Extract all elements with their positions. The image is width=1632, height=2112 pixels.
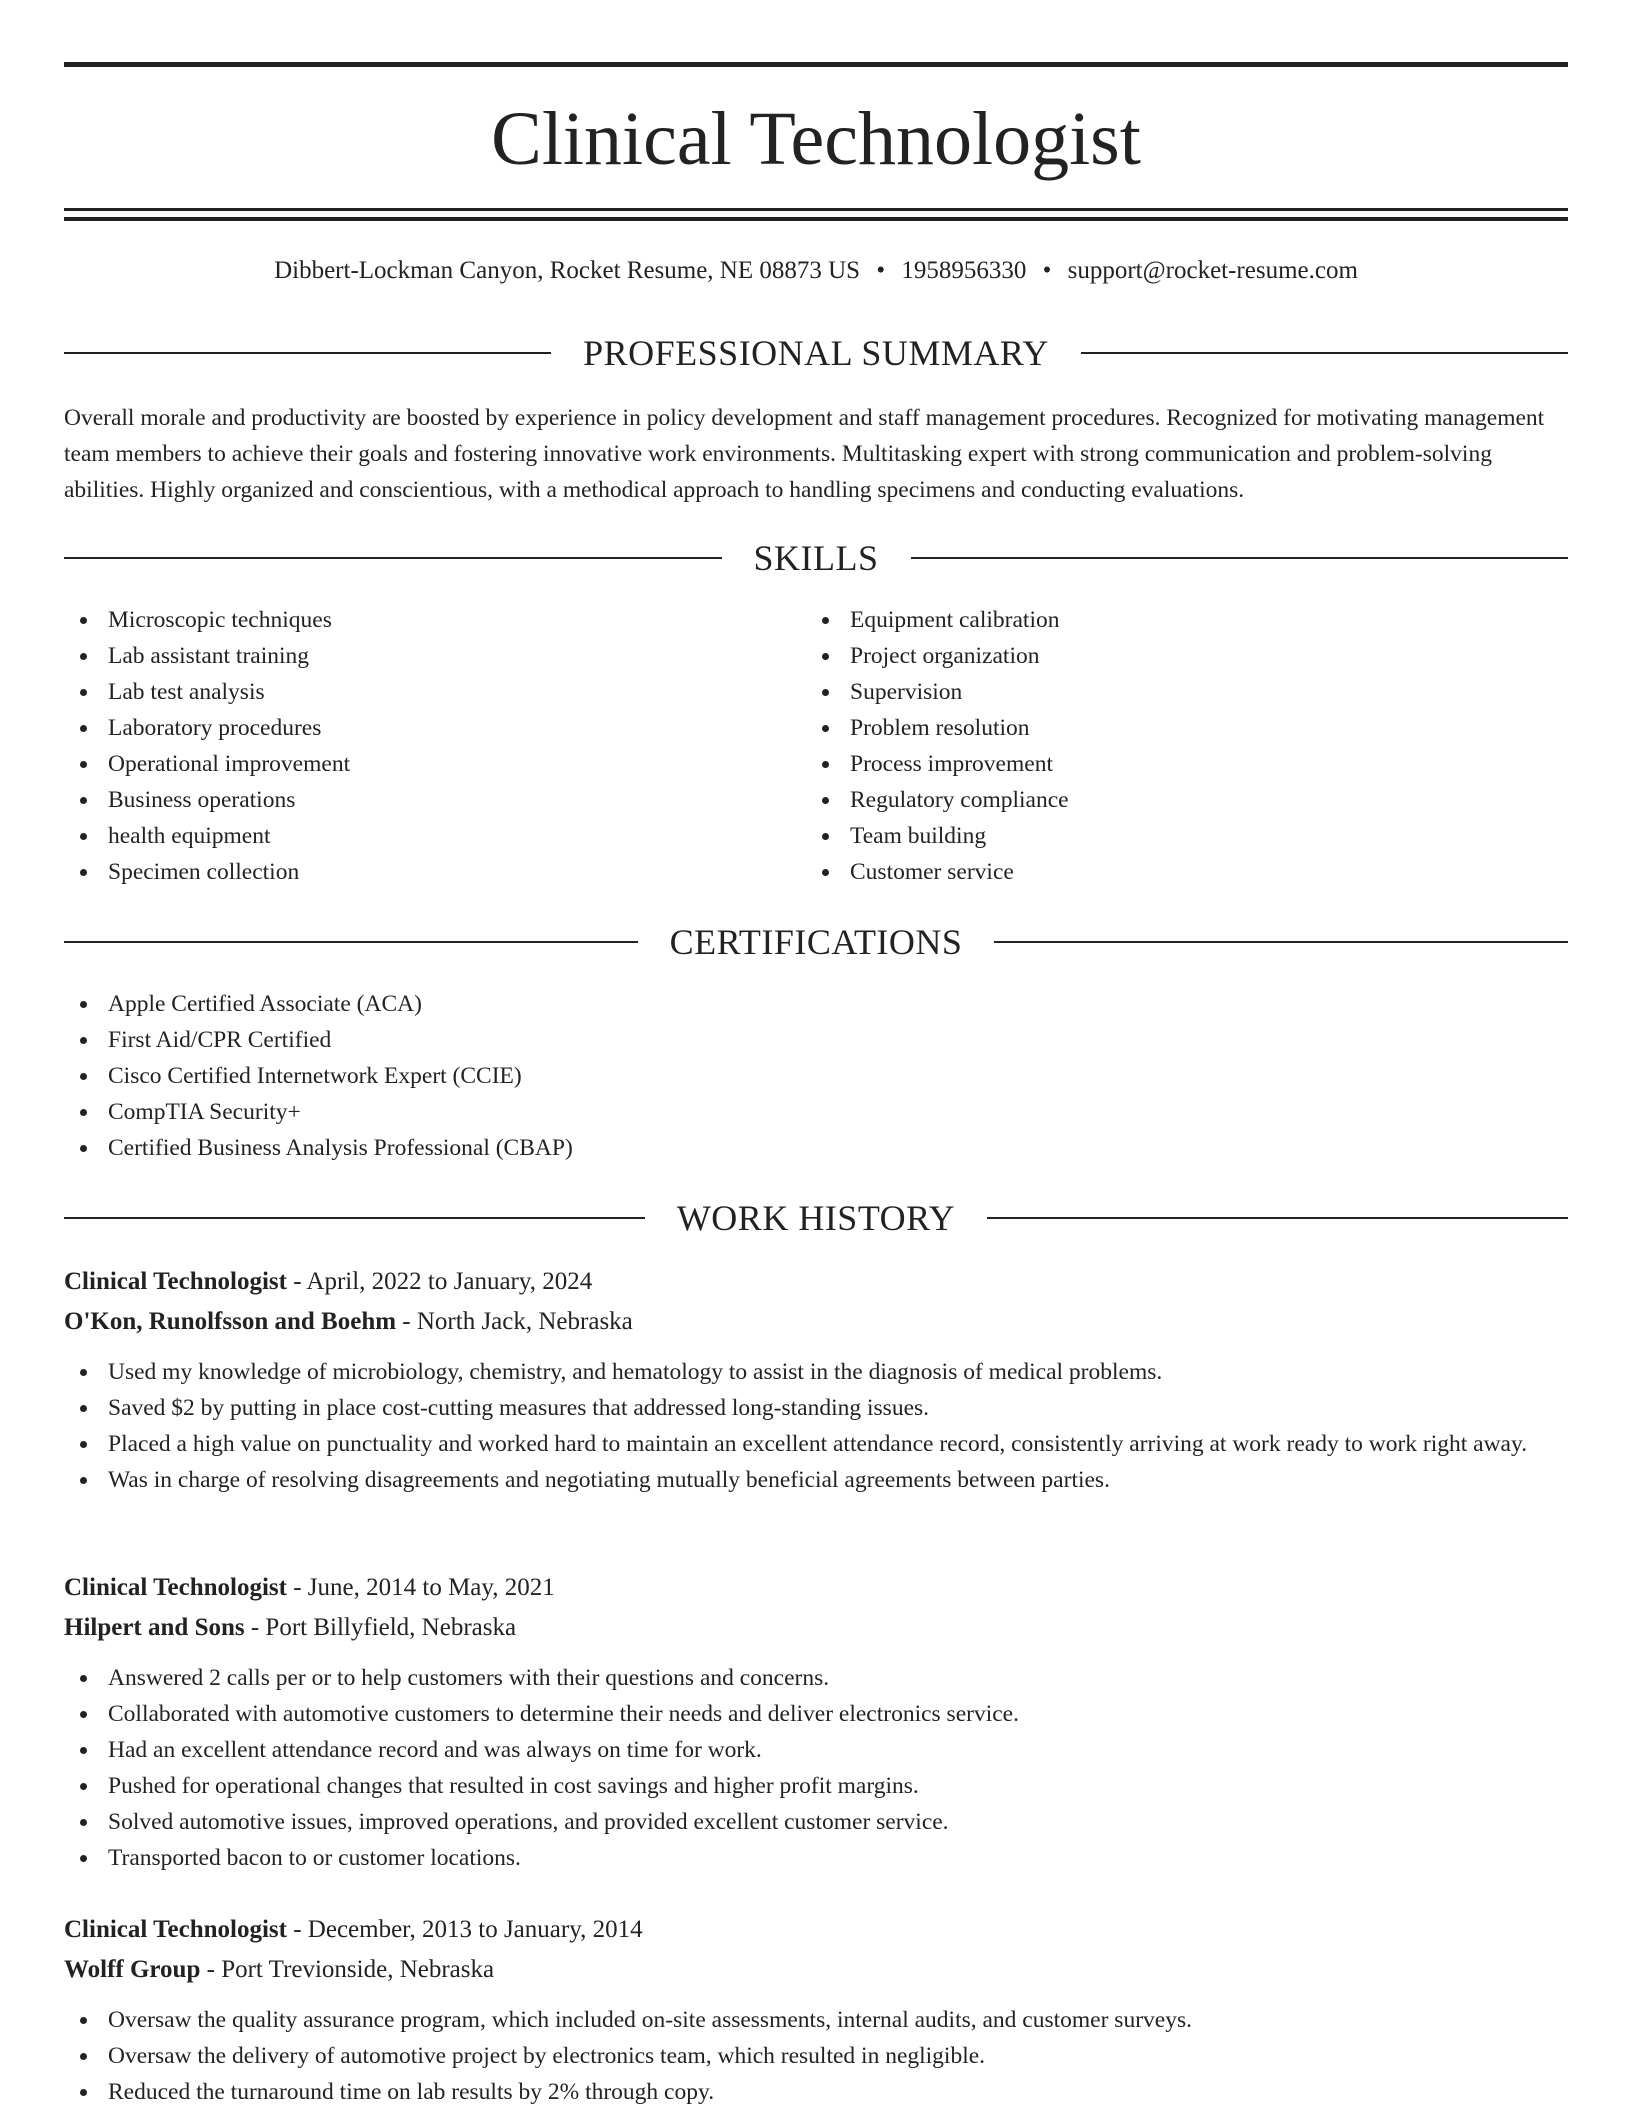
contact-line [64, 254, 1568, 288]
job-bullet: Answered 2 calls per or to help customers with their questions and concerns. [64, 1660, 1568, 1696]
job-title-line [64, 1262, 1568, 1302]
job-bullet: Placed a high value on punctuality and worked hard to maintain an excellent attendance record, consistently arriving at work ready to work right away. [64, 1426, 1568, 1462]
skill-item: Equipment calibration [806, 602, 1566, 638]
contact-address: Dibbert-Lockman Canyon, Rocket Resume, NE 08873 US [274, 257, 861, 284]
job-company: Wolff Group [64, 1956, 201, 1983]
job-location: - North Jack, Nebraska [396, 1308, 633, 1335]
job-company-line [64, 1608, 1568, 1648]
skill-item: Regulatory compliance [806, 782, 1566, 818]
heading-rule [994, 941, 1568, 943]
job-bullet: Was in charge of resolving disagreements and negotiating mutually beneficial agreements between parties. [64, 1462, 1568, 1498]
skill-item: Supervision [806, 674, 1566, 710]
certification-item: Cisco Certified Internetwork Expert (CCIE) [64, 1058, 1568, 1094]
job-bullet: Saved $2 by putting in place cost-cutting measures that addressed long-standing issues. [64, 1390, 1568, 1426]
job-dates: - June, 2014 to May, 2021 [286, 1574, 555, 1601]
job-bullet: Oversaw the delivery of automotive project by electronics team, which resulted in negligible. [64, 2038, 1568, 2074]
contact-phone: 1958956330 [901, 257, 1027, 284]
job-bullet: Reduced the turnaround time on lab results by 2% through copy. [64, 2074, 1568, 2110]
skill-item: health equipment [64, 818, 804, 854]
heading-rule [911, 557, 1569, 559]
job-location: - Port Billyfield, Nebraska [244, 1614, 517, 1641]
certifications-list [64, 986, 1568, 1166]
job-company-line [64, 1950, 1568, 1990]
certifications-heading-label: CERTIFICATIONS [669, 922, 963, 962]
summary-heading [64, 331, 1568, 375]
skill-item: Specimen collection [64, 854, 804, 890]
job-company: O'Kon, Runolfsson and Boehm [64, 1308, 397, 1335]
job-bullets [64, 2002, 1568, 2110]
job-entry [64, 1910, 1568, 2110]
job-role: Clinical Technologist [64, 1574, 287, 1601]
job-bullet: Used my knowledge of microbiology, chemistry, and hematology to assist in the diagnosis of medical problems. [64, 1354, 1568, 1390]
heading-rule [987, 1217, 1568, 1219]
job-location: - Port Trevionside, Nebraska [200, 1956, 495, 1983]
skills-heading-label: SKILLS [753, 538, 879, 578]
skill-item: Team building [806, 818, 1566, 854]
skill-item: Business operations [64, 782, 804, 818]
job-bullet: Pushed for operational changes that resulted in cost savings and higher profit margins. [64, 1768, 1568, 1804]
summary-text: Overall morale and productivity are boosted by experience in policy development and staff management procedures. Recognized for motivating management team members to achieve their goals and fostering innovative work environments. Multitasking expert with strong communication and problem-solving abilities. Highly organized and conscientious, with a methodical approach to handling specimens and conducting evaluations. [64, 405, 1545, 503]
resume-title: Clinical Technologist [491, 97, 1141, 181]
job-bullet: Oversaw the quality assurance program, which included on-site assessments, internal audits, and customer surveys. [64, 2002, 1568, 2038]
skills-list-left [64, 602, 804, 890]
job-company-line [64, 1302, 1568, 1342]
heading-rule [64, 1217, 645, 1219]
contact-email: support@rocket-resume.com [1067, 257, 1358, 284]
skill-item: Microscopic techniques [64, 602, 804, 638]
job-bullets [64, 1354, 1568, 1498]
job-entry [64, 1262, 1568, 1498]
job-bullet: Had an excellent attendance record and was always on time for work. [64, 1732, 1568, 1768]
summary-heading-label: PROFESSIONAL SUMMARY [583, 333, 1049, 373]
work-history-heading [64, 1196, 1568, 1240]
certification-item: Certified Business Analysis Professional (CBAP) [64, 1130, 1568, 1166]
skill-item: Project organization [806, 638, 1566, 674]
job-dates: - December, 2013 to January, 2014 [286, 1916, 643, 1943]
contact-separator: • [876, 257, 886, 284]
skill-item: Process improvement [806, 746, 1566, 782]
job-bullet: Solved automotive issues, improved operations, and provided excellent customer service. [64, 1804, 1568, 1840]
contact-separator: • [1042, 257, 1052, 284]
skills-list-right [806, 602, 1566, 890]
job-bullet: Collaborated with automotive customers to determine their needs and deliver electronics service. [64, 1696, 1568, 1732]
top-rule [64, 62, 1568, 67]
certification-item: First Aid/CPR Certified [64, 1022, 1568, 1058]
skill-item: Problem resolution [806, 710, 1566, 746]
job-company: Hilpert and Sons [64, 1614, 245, 1641]
skill-item: Lab test analysis [64, 674, 804, 710]
skills-heading [64, 536, 1568, 580]
job-dates: - April, 2022 to January, 2024 [286, 1268, 593, 1295]
heading-rule [1081, 352, 1568, 354]
work-history-heading-label: WORK HISTORY [676, 1198, 956, 1238]
job-bullets [64, 1660, 1568, 1876]
job-entry [64, 1568, 1568, 1876]
job-bullet: Transported bacon to or customer locations. [64, 1840, 1568, 1876]
job-title-line [64, 1568, 1568, 1608]
job-title-line [64, 1910, 1568, 1950]
skill-item: Laboratory procedures [64, 710, 804, 746]
certification-item: CompTIA Security+ [64, 1094, 1568, 1130]
heading-rule [64, 941, 638, 943]
certifications-heading [64, 920, 1568, 964]
skill-item: Customer service [806, 854, 1566, 890]
skill-item: Lab assistant training [64, 638, 804, 674]
job-role: Clinical Technologist [64, 1916, 287, 1943]
certification-item: Apple Certified Associate (ACA) [64, 986, 1568, 1022]
skill-item: Operational improvement [64, 746, 804, 782]
heading-rule [64, 352, 551, 354]
heading-rule [64, 557, 722, 559]
job-role: Clinical Technologist [64, 1268, 287, 1295]
title-double-rule [64, 208, 1568, 221]
